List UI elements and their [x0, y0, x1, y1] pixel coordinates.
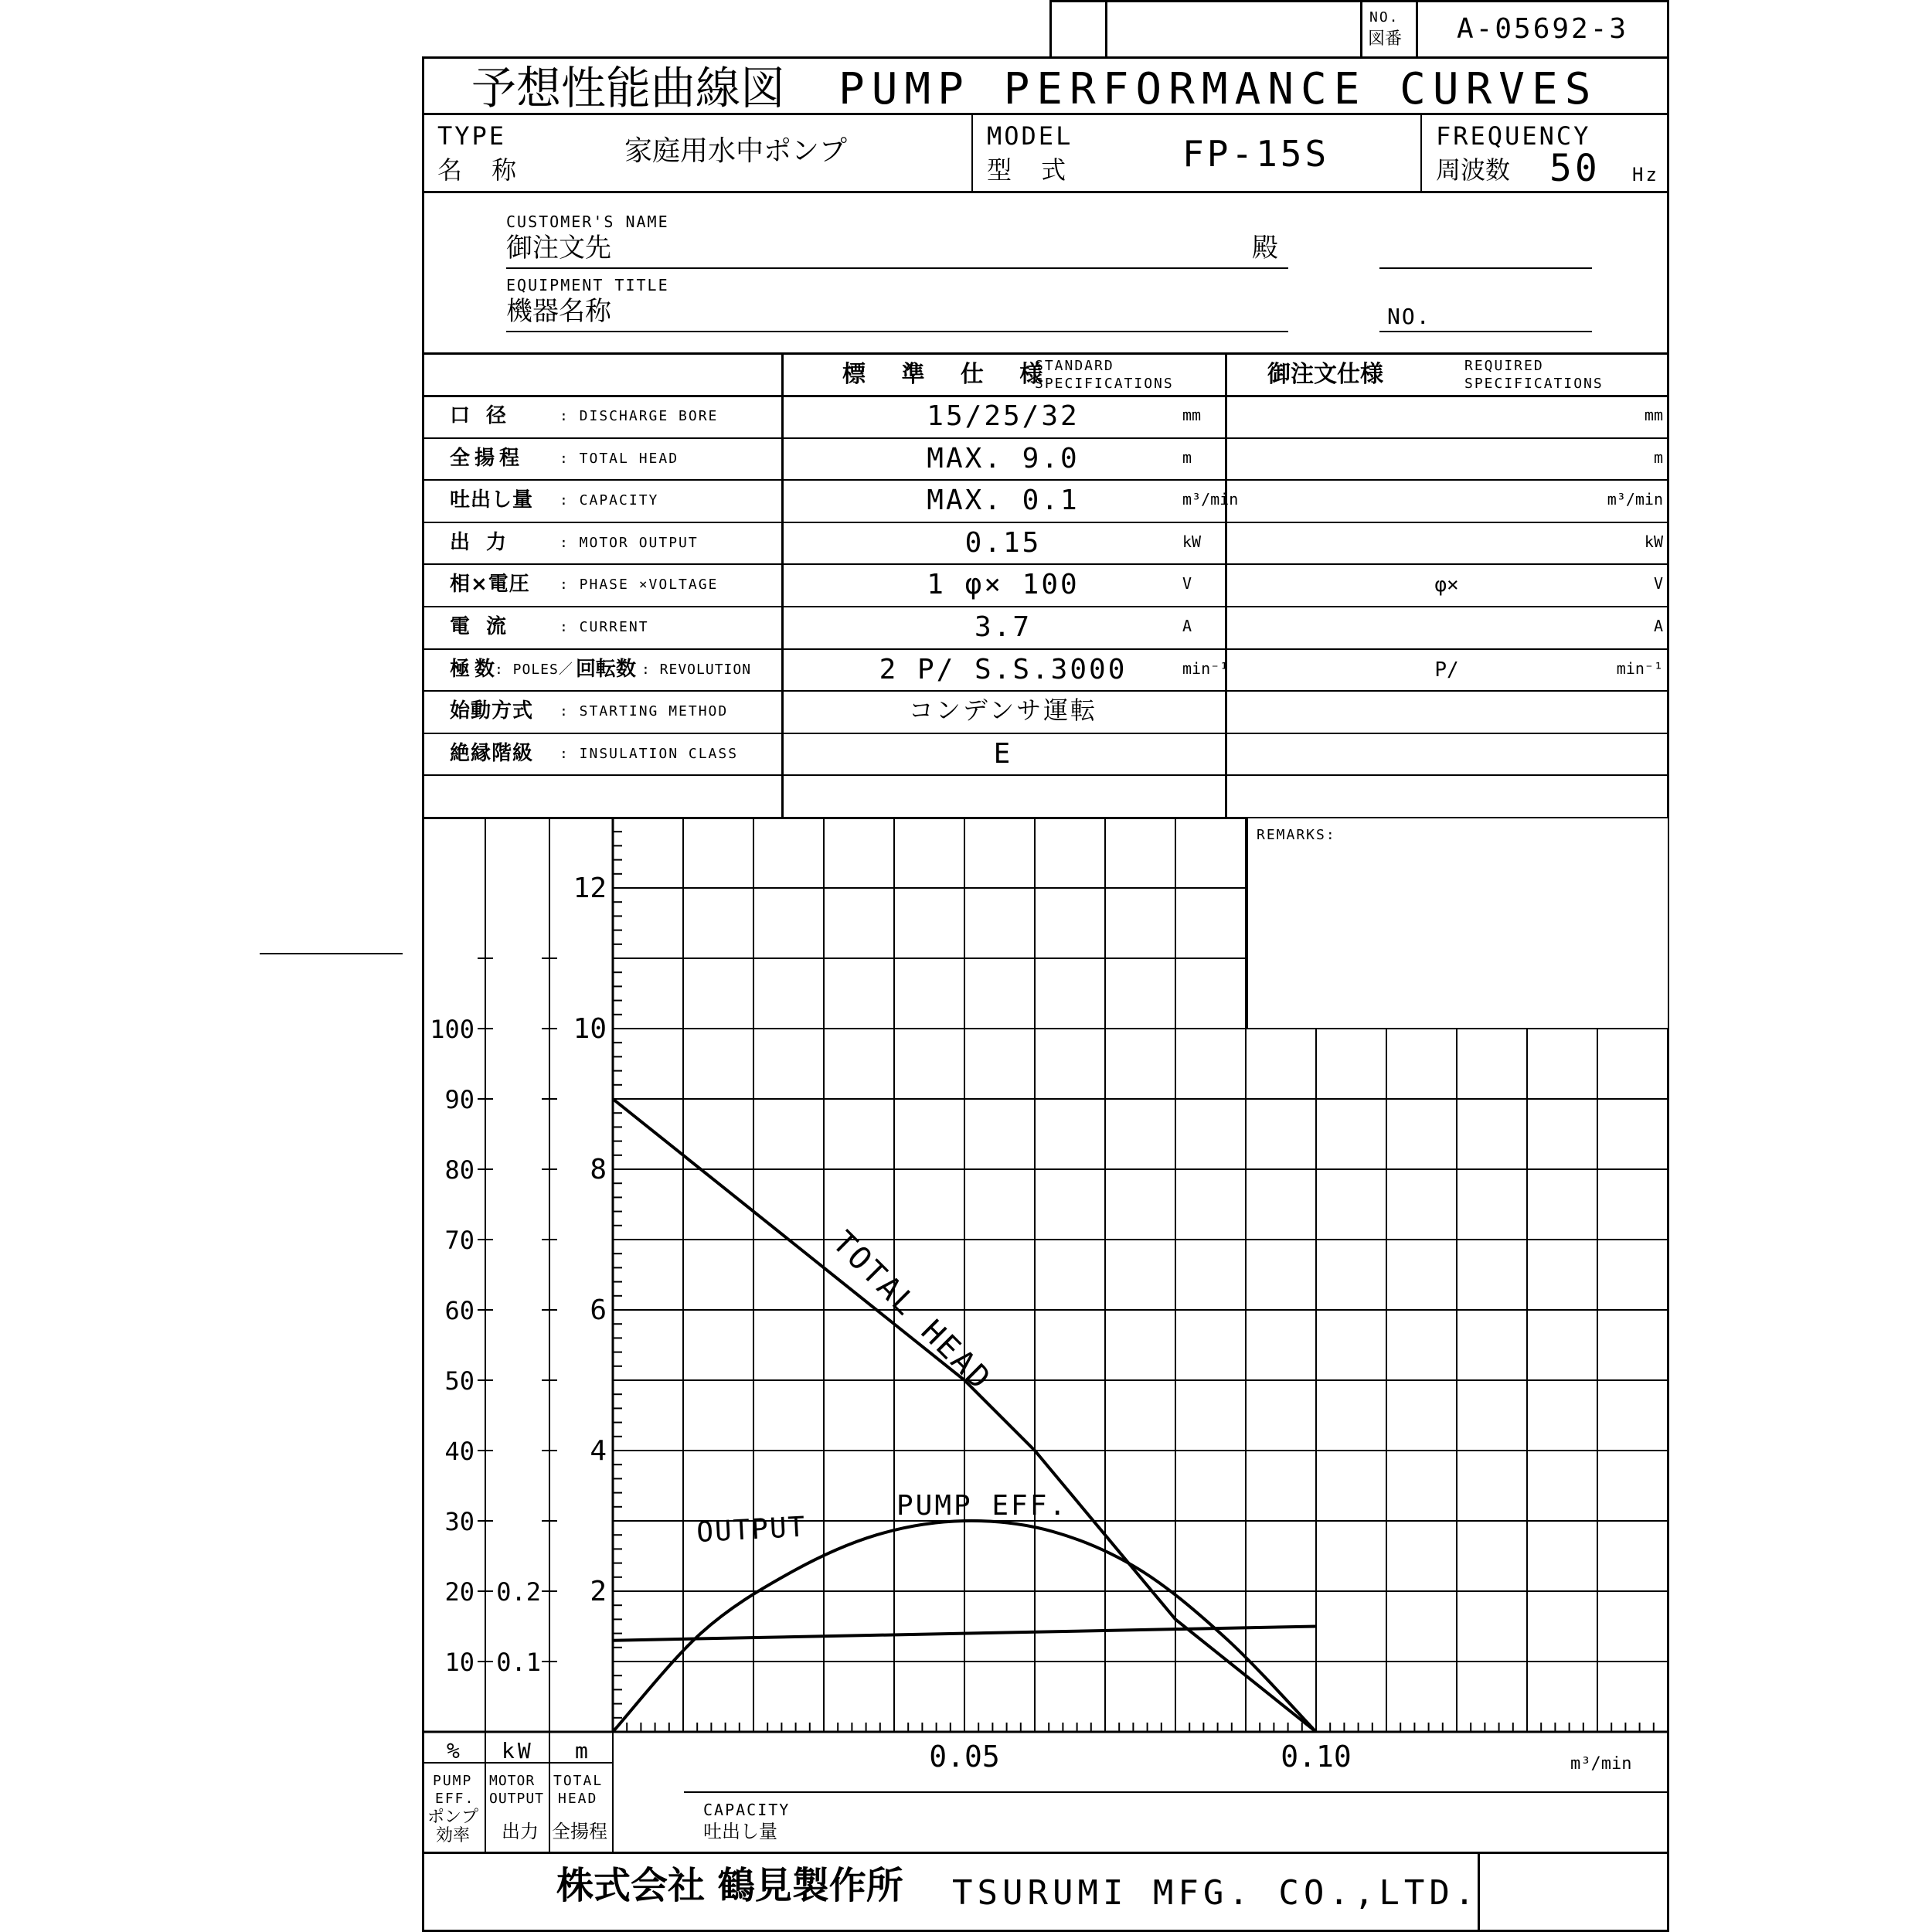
drawing-no-value: A-05692-3: [1457, 13, 1629, 45]
head-tick-label: 6: [590, 1294, 607, 1326]
x-axis-label-jp: 吐出し量: [703, 1821, 777, 1842]
spec-required-unit: kW: [1644, 532, 1663, 551]
spec-label-en: : PHASE ×VOLTAGE: [560, 577, 719, 593]
spec-required-unit: min⁻¹: [1616, 659, 1663, 678]
spec-label-en: : STARTING METHOD: [560, 703, 729, 719]
standard-spec-label-jp: 標 準 仕 様: [842, 361, 1057, 388]
spec-label-en: : INSULATION CLASS: [560, 746, 739, 762]
spec-label-en: : TOTAL HEAD: [560, 451, 679, 467]
model-value: FP-15S: [1182, 133, 1330, 175]
spec-label-jp: 極数: [450, 658, 500, 681]
eff-unit: %: [447, 1738, 460, 1764]
spec-standard-value: 3.7: [974, 611, 1032, 643]
output-unit: kW: [502, 1738, 534, 1764]
spec-standard-value: コンデンサ運転: [908, 696, 1098, 725]
spec-label-jp: 出 力: [450, 531, 512, 554]
spec-label-jp: 吐出し量: [450, 488, 534, 512]
spec-required-unit: A: [1653, 617, 1663, 635]
eff-axis-label-2: EFF.: [435, 1791, 475, 1807]
output-tick-label: 0.1: [496, 1648, 541, 1677]
spec-label-en: : CURRENT: [560, 619, 649, 635]
model-label: MODEL: [987, 121, 1073, 151]
type-label: TYPE: [437, 121, 507, 151]
spec-standard-value: 1 φ× 100: [927, 569, 1080, 600]
spec-label-jp: 口 径: [450, 404, 512, 427]
output-axis-label-jp: 出力: [502, 1821, 539, 1842]
eff-tick-label: 10: [444, 1648, 474, 1677]
frequency-label: FREQUENCY: [1436, 121, 1591, 151]
head-axis-label-2: HEAD: [558, 1791, 598, 1807]
spec-label-jp: 相×電圧: [450, 573, 530, 596]
spec-standard-value: 2 P/ S.S.3000: [879, 654, 1128, 685]
eff-tick-label: 50: [444, 1366, 474, 1396]
title-jp: 予想性能曲線図: [471, 62, 786, 114]
company-name-en: TSURUMI MFG. CO.,LTD.: [952, 1873, 1480, 1913]
series-label-output: OUTPUT: [696, 1511, 808, 1549]
spec-required-value: φ×: [1434, 573, 1459, 597]
remarks-label: REMARKS:: [1257, 827, 1336, 843]
eff-tick-label: 100: [430, 1015, 474, 1044]
series-label-total-head: TOTAL HEAD: [825, 1224, 998, 1398]
spec-label-jp: 絶縁階級: [450, 742, 534, 765]
spec-standard-value: E: [993, 738, 1013, 770]
drawing-no-label-jp: 図番: [1368, 29, 1403, 49]
head-tick-label: 8: [590, 1154, 607, 1185]
frequency-unit: Hz: [1632, 164, 1659, 185]
spec-standard-unit: min⁻¹: [1182, 659, 1230, 678]
spec-standard-value: MAX. 9.0: [927, 443, 1080, 474]
head-unit: m: [575, 1738, 588, 1764]
series-label-pump-eff: PUMP EFF.: [896, 1490, 1069, 1522]
x-axis-label: CAPACITY: [703, 1801, 791, 1819]
spec-label-jp2: 回転数: [576, 658, 637, 681]
spec-required-value: P/: [1434, 658, 1459, 682]
spec-standard-unit: V: [1182, 574, 1192, 593]
drawing-no-label: NO.: [1369, 9, 1400, 26]
spec-label-en: : CAPACITY: [560, 492, 659, 509]
type-value: 家庭用水中ポンプ: [624, 135, 848, 167]
spec-standard-unit: m³/min: [1182, 490, 1239, 509]
spec-standard-unit: mm: [1182, 406, 1202, 424]
spec-label-jp: 始動方式: [450, 699, 534, 723]
type-label-jp: 名 称: [437, 155, 528, 185]
spec-standard-unit: m: [1182, 448, 1192, 467]
spec-label-en2: : REVOLUTION: [641, 662, 752, 678]
eff-tick-label: 90: [444, 1085, 474, 1114]
x-tick-label: 0.10: [1281, 1740, 1352, 1774]
eff-tick-label: 60: [444, 1296, 474, 1325]
equipment-label: EQUIPMENT TITLE: [506, 276, 669, 294]
head-tick-label: 12: [573, 872, 607, 904]
standard-spec-label-2: SPECIFICATIONS: [1035, 376, 1174, 392]
head-axis-label-jp: 全揚程: [552, 1821, 607, 1842]
eff-tick-label: 70: [444, 1226, 474, 1255]
frequency-value: 50: [1549, 147, 1600, 190]
equipment-label-jp: 機器名称: [506, 296, 611, 327]
spec-required-unit: m³/min: [1607, 490, 1663, 509]
x-axis-unit: m³/min: [1570, 1754, 1632, 1774]
head-axis-label-1: TOTAL: [553, 1773, 604, 1789]
spec-standard-unit: kW: [1182, 532, 1202, 551]
spec-label-en: : POLES／: [495, 662, 573, 678]
spec-required-unit: m: [1653, 448, 1663, 467]
title-en: PUMP PERFORMANCE CURVES: [838, 64, 1598, 114]
spec-label-en: : DISCHARGE BORE: [560, 408, 719, 424]
head-tick-label: 10: [573, 1013, 607, 1045]
spec-standard-unit: A: [1182, 617, 1192, 635]
eff-tick-label: 40: [444, 1437, 474, 1466]
spec-standard-value: 15/25/32: [927, 400, 1080, 432]
frequency-label-jp: 周波数: [1436, 155, 1511, 185]
customer-label-jp: 御注文先: [506, 233, 611, 264]
spec-required-unit: V: [1653, 574, 1663, 593]
required-spec-label-2: SPECIFICATIONS: [1464, 376, 1604, 392]
spec-standard-value: MAX. 0.1: [927, 485, 1080, 516]
customer-suffix: 殿: [1252, 233, 1278, 264]
spec-required-unit: mm: [1644, 406, 1663, 424]
required-spec-label-jp: 御注文仕様: [1267, 361, 1383, 388]
head-tick-label: 2: [590, 1576, 607, 1607]
output-tick-label: 0.2: [496, 1577, 541, 1607]
eff-tick-label: 20: [444, 1577, 474, 1607]
spec-label-en: : MOTOR OUTPUT: [560, 535, 699, 551]
eff-axis-label-jp: ポンプ効率: [427, 1808, 479, 1845]
equipment-no-label: NO.: [1387, 304, 1431, 329]
spec-label-jp: 電 流: [450, 615, 512, 638]
x-tick-label: 0.05: [929, 1740, 1000, 1774]
required-spec-label-1: REQUIRED: [1464, 358, 1544, 374]
company-name-jp: 株式会社 鶴見製作所: [556, 1864, 903, 1907]
eff-tick-label: 30: [444, 1507, 474, 1536]
output-axis-label-2: OUTPUT: [489, 1791, 545, 1807]
output-axis-label-1: MOTOR: [489, 1773, 536, 1789]
model-label-jp: 型 式: [987, 155, 1077, 185]
customer-label: CUSTOMER'S NAME: [506, 213, 669, 231]
spec-standard-value: 0.15: [964, 527, 1042, 559]
standard-spec-label-1: STANDARD: [1035, 358, 1114, 374]
eff-axis-label-1: PUMP: [433, 1773, 473, 1789]
head-tick-label: 4: [590, 1435, 607, 1467]
spec-label-jp: 全揚程: [450, 447, 525, 470]
eff-tick-label: 80: [444, 1155, 474, 1185]
remarks-box: [1247, 817, 1669, 1029]
